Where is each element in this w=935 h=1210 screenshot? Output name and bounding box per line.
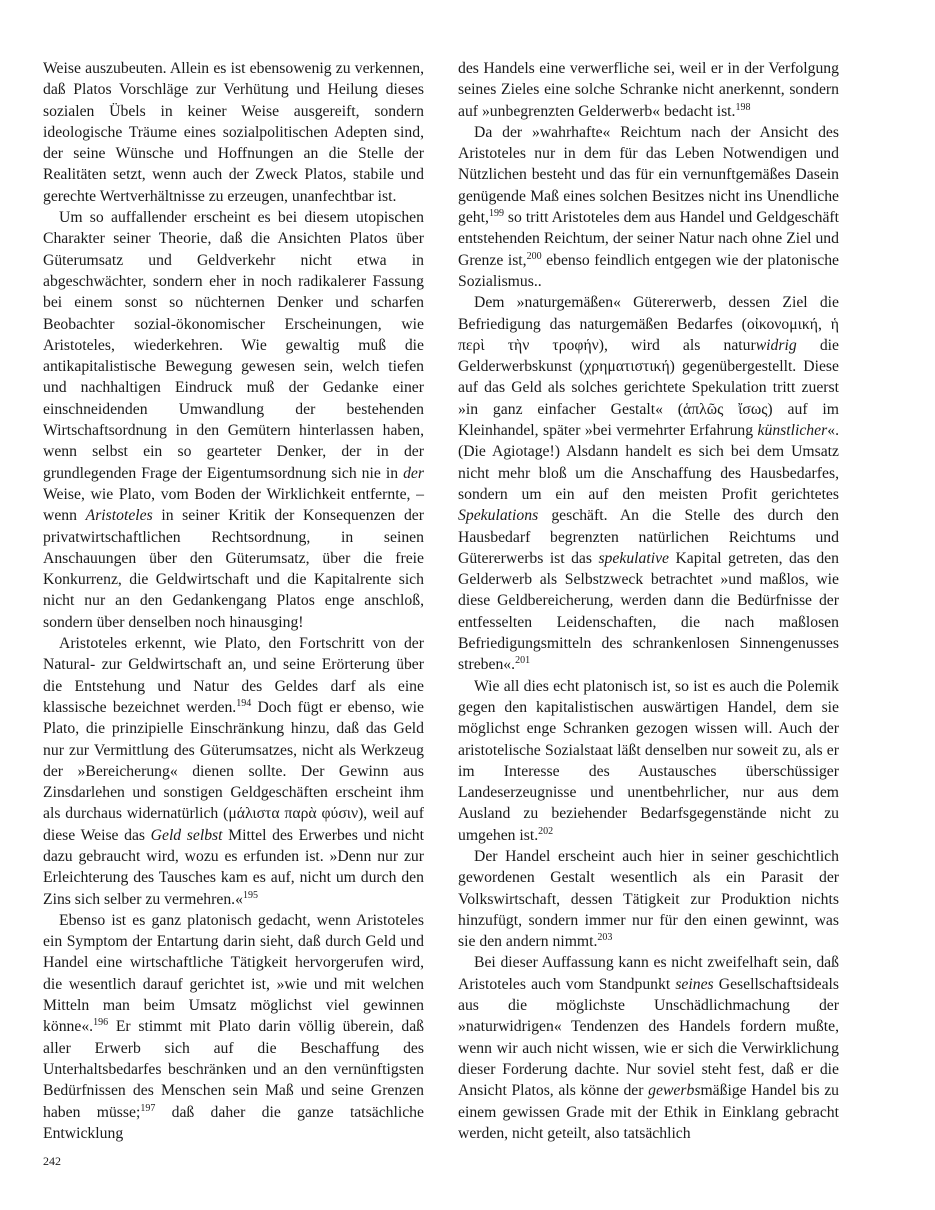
page-number: 242	[43, 1154, 61, 1168]
text-run: Kapital getreten, das den Gelderwerb als Selbstzweck betrachtet »und maßlos, wie diese Geldbereicherung, werden dann die Bedürfnisse der entfesselten Leidenschaften, die nach maßlosen Befriedigungsmitteln des schrankenlosen Sinnengenusses streben«.	[458, 549, 839, 674]
footnote-ref: 202	[538, 825, 554, 837]
footnote-ref: 199	[488, 208, 504, 220]
paragraph	[458, 846, 839, 952]
footnote-ref: 203	[597, 932, 613, 944]
text-run: Dem »naturgemäßen« Gütererwerb, dessen Ziel die Befriedigung das naturgemäßen Bedarfes (οἰκονομική, ἡ περὶ τὴν τροφήν), wird als natur	[458, 294, 839, 354]
text-run: in seiner Kritik der Konsequenzen der privatwirtschaftlichen Rechtsordnung, in seinen Anschauungen über den Güterumsatz, über die freie Konkurrenz, die Geldwirtschaft und die Kapitalrente sich nicht nur an den Gedankengang Platos enge anschloß, sondern über denselben noch hinausging!	[43, 507, 424, 631]
paragraph	[458, 122, 839, 292]
footnote-ref: 194	[236, 697, 252, 709]
text-run: Weise auszubeuten. Allein es ist ebensowenig zu verkennen, daß Platos Vorschläge zur Verhütung und Heilung dieses sozialen Übels in keiner Weise ausgereift, sondern ideologische Träume eines sozialpolitischen Adepten sind, der seine Wünsche und Hoffnungen an die Stelle der Realitäten setzt, wenn auch der Zweck Platos, stabile und gerechte Wertverhältnisse zu erzeugen, unanfechtbar ist.	[43, 60, 424, 205]
emphasis-text: der	[403, 464, 424, 482]
left-column	[43, 58, 424, 1144]
paragraph	[43, 207, 424, 633]
emphasis-text: widrig	[755, 336, 797, 354]
emphasis-text: seines	[675, 975, 714, 993]
text-run: «. (Die Agiotage!) Alsdann handelt es sich bei dem Umsatz nicht mehr bloß um die Anschaffung des Hausbedarfes, sondern um ein auf den meisten Profit gerichtetes	[458, 422, 839, 503]
emphasis-text: spekulative	[598, 549, 670, 567]
text-run: Der Handel erscheint auch hier in seiner geschichtlich gewordenen Gestalt wesentlich als ein Parasit der Volkswirtschaft, dessen Tätigkeit zur Produktion nichts hinzufügt, sondern immer nur für den einen gewinnt, was sie den andern nimmt.	[458, 847, 839, 951]
text-run: Um so auffallender erscheint es bei diesem utopischen Charakter seiner Theorie, daß die Ansichten Platos über Güterumsatz und Geldverkehr nicht etwa in abgeschwächter, sondern eher in noch radikalerer Fassung bei einem sonst so nüchternen Denker und scharfen Beobachter sozial-ökonomischer Erscheinungen, wie Aristoteles, wiederkehren. Wie gewaltig muß die antikapitalistische Bewegung gewesen sein, welch tiefen und nachhaltigen Eindruck muß der Gedanke einer einschneidenden Umwandlung der bestehenden Wirtschaftsordnung in den Gemütern hinterlassen haben, wenn selbst ein so gearteter Denker, der in der grundlegenden Frage der Eigentumsordnung sich nie in	[43, 209, 424, 482]
emphasis-text: gewerbs	[648, 1082, 701, 1100]
text-run: Er stimmt mit Plato darin völlig überein, daß aller Erwerb sich auf die Beschaffung des Unterhaltsbedarfes beschränken und an den vernünftigsten Bedürfnissen des Menschen sein Maß und seine Grenzen haben müsse;	[43, 1018, 424, 1121]
text-run: Wie all dies echt platonisch ist, so ist es auch die Polemik gegen den kapitalistischen auswärtigen Handel, dem sie möglichst enge Schranken gezogen wissen will. Auch der aristotelische Sozialstaat läßt denselben nur soweit zu, als er im Interesse des Austausches überschüssiger Landeserzeugnisse und unentbehrlicher, nur aus dem Ausland zu beziehender Bedarfsgegenstände nicht zu umgehen ist.	[458, 677, 839, 844]
text-run: die Gelderwerbskunst (χρηματιστική) gegenübergestellt. Diese auf das Geld als solches gerichtete Spekulation tritt zuerst »in ganz einfacher Gestalt« (ἁπλῶς ἴσως) auf im Kleinhandel, später »bei vermehrter Erfahrung	[458, 336, 840, 440]
text-run: mäßige Handel bis zu einem gewissen Grade mit der Ethik in Einklang gebracht werden, nicht geteilt, also tatsächlich	[458, 1082, 840, 1142]
emphasis-text: Aristoteles	[85, 507, 153, 525]
footnote-ref: 196	[93, 1017, 109, 1029]
footnote-ref: 195	[242, 889, 258, 901]
text-run: ebenso feindlich entgegen wie der platonische Sozialismus..	[458, 251, 839, 290]
footnote-ref: 197	[140, 1102, 156, 1114]
footnote-ref: 201	[515, 655, 531, 667]
text-run: daß daher die ganze tatsächliche Entwicklung	[43, 1103, 424, 1142]
paragraph	[458, 58, 839, 122]
text-run: Mittel des Erwerbes und nicht dazu gebraucht wird, wozu es erfunden ist. »Denn nur zur Erleichterung des Tausches kam es auf, nicht um durch den Zins sich selber zu vermehren.«	[43, 826, 424, 908]
emphasis-text: Geld selbst	[150, 826, 223, 844]
emphasis-text: Spekulations	[458, 507, 539, 525]
emphasis-text: künstlicher	[757, 422, 828, 440]
text-run: Da der »wahrhafte« Reichtum nach der Ansicht des Aristoteles nur in dem für das Leben Notwendigen und Nützlichen besteht und das für ein vernunftgemäßes Dasein genügende Maß eines solchen Besitzes nicht ins Unendliche geht,	[458, 123, 839, 227]
paragraph	[458, 952, 839, 1144]
text-run: Aristoteles erkennt, wie Plato, den Fortschritt von der Natural- zur Geldwirtschaft an, und seine Erörterung über die Entstehung und Natur des Geldes darf als eine klassische bezeichnet werden.	[43, 635, 424, 716]
text-run: Gesellschaftsideals aus die möglichste Unschädlichmachung der »naturwidrigen« Tendenzen des Handels fordern mußte, wenn wir auch nicht wissen, wie er sich die Verwirklichung dieser Forderung dachte. Nur soviel steht fest, daß er die Ansicht Platos, als könne der	[458, 975, 839, 1100]
paragraph	[43, 633, 424, 910]
footnote-ref: 200	[526, 250, 542, 262]
paragraph	[43, 910, 424, 1144]
text-run: Doch fügt er ebenso, wie Plato, die prinzipielle Einschränkung hinzu, daß das Geld nur zur Vermittlung des Güterumsatzes, nicht als Werkzeug der »Bereicherung« dienen sollte. Der Gewinn aus Zinsdarlehen und sonstigen Geldgeschäften erscheint ihm als durchaus widernatürlich (μάλιστα παρὰ φύσιν), weil auf diese Weise das	[43, 698, 424, 844]
text-run: des Handels eine verwerfliche sei, weil er in der Verfolgung seines Zieles eine solche Schranke nicht anerkennt, sondern auf »unbegrenzten Gelderwerb« bedacht ist.	[458, 60, 839, 120]
text-run: Weise, wie Plato, vom Boden der Wirklichkeit entfernte, – wenn	[43, 485, 424, 525]
text-run: Bei dieser Auffassung kann es nicht zweifelhaft sein, daß Aristoteles auch vom Standpunkt	[458, 954, 839, 993]
paragraph	[458, 292, 839, 675]
text-run: Ebenso ist es ganz platonisch gedacht, wenn Aristoteles ein Symptom der Entartung darin sieht, daß durch Geld und Handel eine wirtschaftliche Tätigkeit hervorgerufen wird, die wesentlich darauf gerichtet ist, »wie und mit welchen Mitteln man beim Umsatz möglichst viel gewinnen könne«.	[43, 911, 424, 1036]
text-run: so tritt Aristoteles dem aus Handel und Geldgeschäft entstehenden Reichtum, der seiner Natur nach ohne Ziel und Grenze ist,	[458, 209, 839, 269]
paragraph	[458, 676, 839, 846]
text-run: geschäft. An die Stelle des durch den Hausbedarf begrenzten natürlichen Reichtums und Gütererwerbs ist das	[458, 507, 839, 567]
right-column	[458, 58, 839, 1144]
footnote-ref: 198	[735, 101, 751, 113]
paragraph	[43, 58, 424, 207]
